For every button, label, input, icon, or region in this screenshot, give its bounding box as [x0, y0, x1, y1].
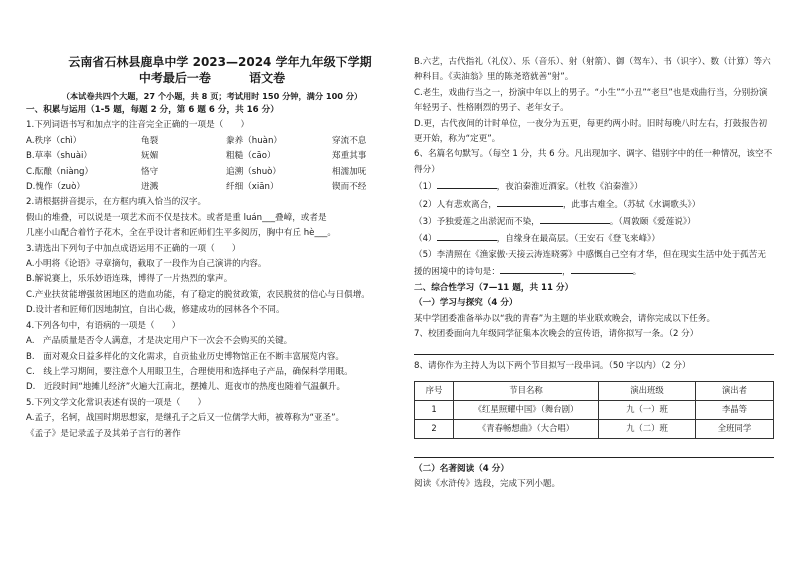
q4-option-c: C. 线上学习期间，要注意个人用眼卫生，合理使用和选择电子产品，确保科学用眼。	[26, 366, 353, 377]
q3-option-a: A.小明将《论语》寻章摘句，截取了一段作为自己演讲的内容。	[26, 259, 267, 270]
table-cell: 李晶等	[696, 400, 774, 419]
q6-item-4-start: （4）	[414, 234, 437, 245]
exam-title-line1: 云南省石林县鹿阜中学 2023—2024 学年九年级下学期	[68, 55, 372, 69]
table-row	[415, 419, 774, 438]
q6-item-1-start: （1）	[414, 182, 437, 193]
program-table	[414, 381, 774, 439]
q6-item-2	[414, 196, 774, 213]
exam-note: （本试卷共四个大题，27 个小题，共 8 页；考试用时 150 分钟，满分 100 分）	[61, 91, 363, 101]
q1-stem: 1.下列词语书写和加点字的注音完全正确的一项是（ ）	[26, 120, 250, 131]
q1-option-row-a	[26, 134, 398, 149]
q3-option-d: D.设计者和匠师们因地制宜，自出心裁，修建成功的园林各个不同。	[26, 305, 285, 316]
q4-option-d: D. 近段时间“地摊儿经济”火遍大江南北，摆摊儿、逛夜市的热度也随着气温飙升。	[26, 382, 346, 393]
table-cell: 《青春畅想曲》（大合唱）	[454, 419, 599, 438]
left-column	[26, 0, 398, 442]
right-column	[414, 55, 774, 493]
q6-item-2-start: （2）人有悲欢离合，	[414, 199, 497, 210]
q6-item-5: （5）李清照在《渔家傲·天接云涛连晓雾》中感慨自己空有才华，但在现实生活中处于孤苦无援的困境中的诗句是： ， 。	[414, 249, 766, 278]
table-cell: 《红星照耀中国》（舞台剧）	[454, 400, 599, 419]
q2-text-line2: 几座小山配合着竹子花木，全在乎设计者和匠师们生平多阅历，胸中有丘 hè___。	[26, 228, 336, 239]
q5-option-b: B.六艺，古代指礼（礼仪）、乐（音乐）、射（射箭）、御（驾车）、书（识字）、数（计算）等六种科目。《卖油翁》里的陈尧谘就善“射”。	[414, 57, 771, 83]
q4-stem: 4.下列各句中，有语病的一项是（ ）	[26, 320, 181, 331]
q1-cell: 郑重其事	[332, 151, 367, 162]
table-header: 演出者	[696, 381, 774, 400]
table-row	[415, 400, 774, 419]
activity-intro: 某中学团委准备举办以“我的青春”为主题的毕业联欢晚会，请你完成以下任务。	[414, 313, 716, 324]
q6-item-3	[414, 213, 774, 230]
q2-stem: 2.请根据拼音提示，在方框内填入恰当的汉字。	[26, 197, 207, 208]
answer-blank[interactable]	[500, 263, 562, 274]
q5-option-c: C.老生，戏曲行当之一，扮演中年以上的男子。“小生”“小丑”“老旦”也是戏曲行当，分别扮演年轻男子、性格刚烈的男子、老年女子。	[414, 87, 768, 114]
q8-stem: 8、请你作为主持人为以下两个节目拟写一段串词。（50 字以内）（2 分）	[414, 361, 691, 372]
answer-blank[interactable]	[437, 178, 497, 189]
q6-item-4	[414, 230, 774, 247]
q1-option-row-d	[26, 180, 398, 195]
q6-item-4-end: ，自缘身在最高层。（王安石《登飞来峰》）	[496, 234, 660, 245]
q6-item-2-end: ，此事古难全。（苏轼《水调歌头》）	[562, 199, 701, 210]
table-header: 演出班级	[599, 381, 696, 400]
q1-cell: 豢养（huàn）	[226, 135, 282, 146]
q1-cell: 龟裂	[141, 135, 159, 146]
q6-item-3-start: （3）予独爱莲之出淤泥而不染，	[414, 217, 540, 228]
table-header: 序号	[415, 381, 454, 400]
answer-blank[interactable]	[540, 213, 610, 224]
q1-cell: 穿流不息	[332, 135, 367, 146]
table-cell: 九（二）班	[599, 419, 696, 438]
q5-option-a-cont: 《孟子》是记录孟子及其弟子言行的著作	[26, 428, 181, 439]
q1-cell: 纤细（xiān）	[226, 182, 279, 193]
table-cell: 1	[415, 400, 454, 419]
exam-title-part-a: 中考最后一卷	[138, 70, 211, 85]
q5-option-d: D.更，古代夜间的计时单位，一夜分为五更，每更约两小时。旧时每晚八时左右，打鼓报告初更开始，称为“定更”。	[414, 118, 768, 145]
q8-answer-line[interactable]	[414, 439, 774, 458]
q7-answer-line[interactable]	[414, 342, 774, 355]
subsection1-heading: （一）学习与探究（4 分）	[414, 298, 518, 309]
table-cell: 2	[415, 419, 454, 438]
q7-stem: 7、校团委面向九年级同学征集本次晚会的宣传语，请你拟写一条。（2 分）	[414, 328, 699, 339]
q4-option-b: B. 面对观众日益多样化的文化需求，自贡盐业历史博物馆正在不断丰富展览内容。	[26, 351, 345, 362]
section2-heading: 二、综合性学习（7—11 题，共 11 分）	[414, 282, 574, 293]
table-cell: 九（一）班	[599, 400, 696, 419]
table-cell: 全班同学	[696, 419, 774, 438]
q1-option-row-b	[26, 149, 398, 164]
answer-blank[interactable]	[497, 196, 563, 207]
q6-item-5-text: （5）李清照在《渔家傲·天接云涛连晓雾》中感慨自己空有才华，但在现实生活中处于孤苦无援的困境中的诗句是：	[414, 249, 766, 278]
answer-blank[interactable]	[437, 230, 497, 241]
exam-title-part-b: 语文卷	[249, 70, 286, 85]
table-header: 节目名称	[454, 381, 599, 400]
q1-cell: 迸溅	[141, 182, 159, 193]
q1-options	[26, 134, 398, 196]
q3-option-c: C.产业扶贫能增强贫困地区的造血功能，有了稳定的脱贫政策，农民脱贫的信心与日俱增。	[26, 289, 370, 300]
q1-cell: 追溯（shuò）	[226, 166, 282, 177]
subsection2-heading: （二）名著阅读（4 分）	[414, 463, 509, 474]
q1-cell: D.愧作（zuò）	[26, 182, 85, 193]
q6-item-1	[414, 178, 774, 195]
q1-cell: B.草率（shuài）	[26, 151, 93, 162]
exam-title-line2	[26, 71, 398, 87]
q1-cell: C.酝酿（niàng）	[26, 166, 94, 177]
q1-cell: A.秩序（chì）	[26, 135, 82, 146]
q3-option-b: B.解说赛上，乐乐妙语连珠，博得了一片热烈的掌声。	[26, 274, 233, 285]
q6-item-3-end: 。（周敦颐《爱莲说》）	[609, 217, 696, 228]
q1-option-row-c	[26, 165, 398, 180]
q2-text-line1: 假山的堆叠，可以说是一项艺术而不仅是技术。或者是重 luán___叠嶂，或者是	[26, 212, 327, 223]
table-header-row	[415, 381, 774, 400]
q1-cell: 锲而不经	[332, 182, 367, 193]
q5-stem: 5.下列文学文化常识表述有误的一项是（ ）	[26, 397, 207, 408]
reading-instruction: 阅读《水浒传》选段，完成下列小题。	[414, 479, 561, 490]
section1-heading: 一、积累与运用（1-5 题，每题 2 分，第 6 题 6 分，共 16 分）	[26, 105, 279, 115]
answer-blank[interactable]	[571, 263, 633, 274]
q1-cell: 恪守	[141, 166, 159, 177]
q1-cell: 妩媚	[141, 151, 159, 162]
q6-stem: 6、名篇名句默写。（每空 1 分，共 6 分。凡出现加字、调字、错别字中的任一种情况，该空不得分）	[414, 149, 773, 175]
q1-cell: 粗糙（cāo）	[226, 151, 276, 162]
q3-stem: 3.请选出下列句子中加点成语运用不正确的一项（ ）	[26, 243, 241, 254]
q6-item-1-end: ，夜泊秦淮近酒家。（杜牧《泊秦淮》）	[496, 182, 643, 193]
q5-option-a: A.孟子，名轲，战国时期思想家，是继孔子之后又一位儒学大师，被尊称为“亚圣”。	[26, 413, 345, 424]
q1-cell: 相濡加呒	[332, 166, 367, 177]
q4-option-a: A. 产品质量是否令人满意，才是决定用户下一次会不会购买的关键。	[26, 336, 293, 347]
